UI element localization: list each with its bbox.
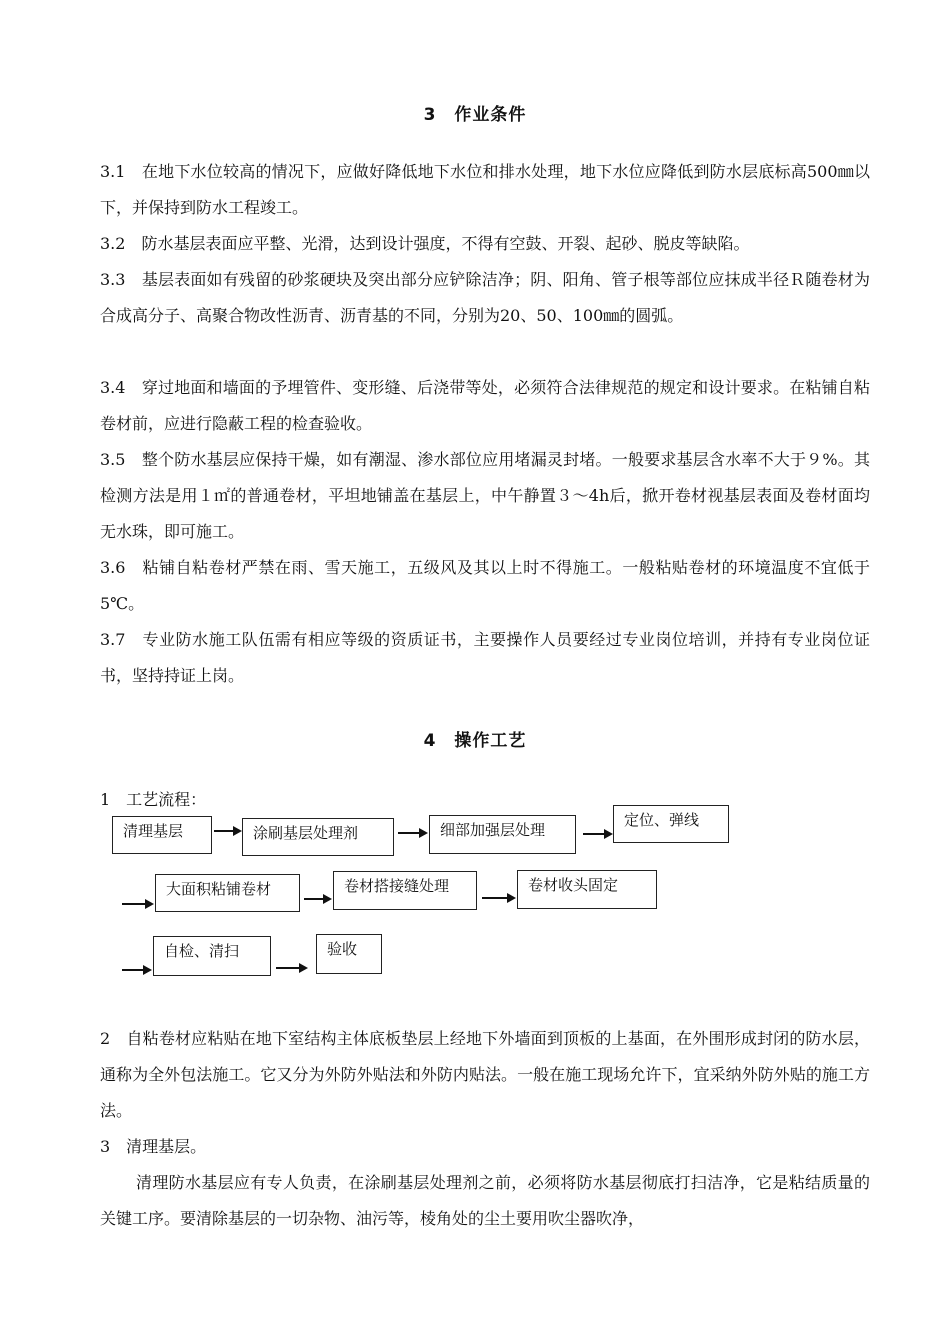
flow-box-self-check: 自检、清扫 [153,936,271,976]
flow-arrow [482,897,514,899]
flow-box-acceptance: 验收 [316,934,382,974]
flow-arrow [304,898,330,900]
flow-arrow [583,833,611,835]
flow-arrow [276,967,306,969]
item-3-4: 3.4 穿过地面和墙面的予埋管件、变形缝、后浇带等处，必须符合法律规范的规定和设计要求。在粘铺自粘卷材前，应进行隐蔽工程的检查验收。 [100,378,870,433]
item-3-7: 3.7 专业防水施工队伍需有相应等级的资质证书，主要操作人员要经过专业岗位培训，并持有专业岗位证书，坚持持证上岗。 [100,630,870,685]
flow-arrow [122,969,150,971]
section-4-para-3-body: 清理防水基层应有专人负责，在涂刷基层处理剂之前，必须将防水基层彻底打扫洁净，它是粘结质量的关键工序。要清除基层的一切杂物、油污等，棱角处的尘土要用吹尘器吹净， [100,1173,870,1228]
item-3-6: 3.6 粘铺自粘卷材严禁在雨、雪天施工，五级风及其以上时不得施工。一般粘贴卷材的环境温度不宜低于5℃。 [100,558,870,613]
flow-label: 1 工艺流程： [100,790,207,809]
section-4-para-2: 2 自粘卷材应粘贴在地下室结构主体底板垫层上经地下外墙面到顶板的上基面，在外围形成封闭的防水层，通称为全外包法施工。它又分为外防外贴法和外防内贴法。一般在施工现场允许下，宜采纳外防外贴的施工方法。 [100,1029,870,1120]
flow-box-detail-reinforce: 细部加强层处理 [429,815,576,854]
section-4-title: 4 操作工艺 [423,731,527,751]
item-3-5: 3.5 整个防水基层应保持干燥，如有潮湿、渗水部位应用堵漏灵封堵。一般要求基层含水率不大于９%。其检测方法是用１㎡的普通卷材，平坦地铺盖在基层上，中午静置３～4h后，掀开卷材视基层表面及卷材面均无水珠，即可施工。 [100,450,870,541]
section-3-title: 3 作业条件 [423,105,527,125]
flow-box-large-area: 大面积粘铺卷材 [155,874,300,912]
item-3-2: 3.2 防水基层表面应平整、光滑，达到设计强度，不得有空鼓、开裂、起砂、脱皮等缺陷。 [100,234,750,253]
flow-box-end-fix: 卷材收头固定 [517,870,657,909]
flow-box-positioning: 定位、弹线 [613,805,729,843]
flow-arrow [214,830,240,832]
flow-box-clean-base: 清理基层 [112,816,212,854]
section-4-para-3-title: 3 清理基层。 [100,1137,207,1156]
flow-box-seam: 卷材搭接缝处理 [333,871,477,910]
flow-arrow [122,903,152,905]
item-3-3: 3.3 基层表面如有残留的砂浆硬块及突出部分应铲除洁净；阴、阳角、管子根等部位应抹成半径Ｒ随卷材为合成高分子、高聚合物改性沥青、沥青基的不同，分别为20、50、100㎜的圆弧。 [100,270,870,325]
flow-arrow [398,832,426,834]
flow-box-primer: 涂刷基层处理剂 [242,818,394,856]
item-3-1: 3.1 在地下水位较高的情况下，应做好降低地下水位和排水处理，地下水位应降低到防水层底标高500㎜以下，并保持到防水工程竣工。 [100,162,870,217]
